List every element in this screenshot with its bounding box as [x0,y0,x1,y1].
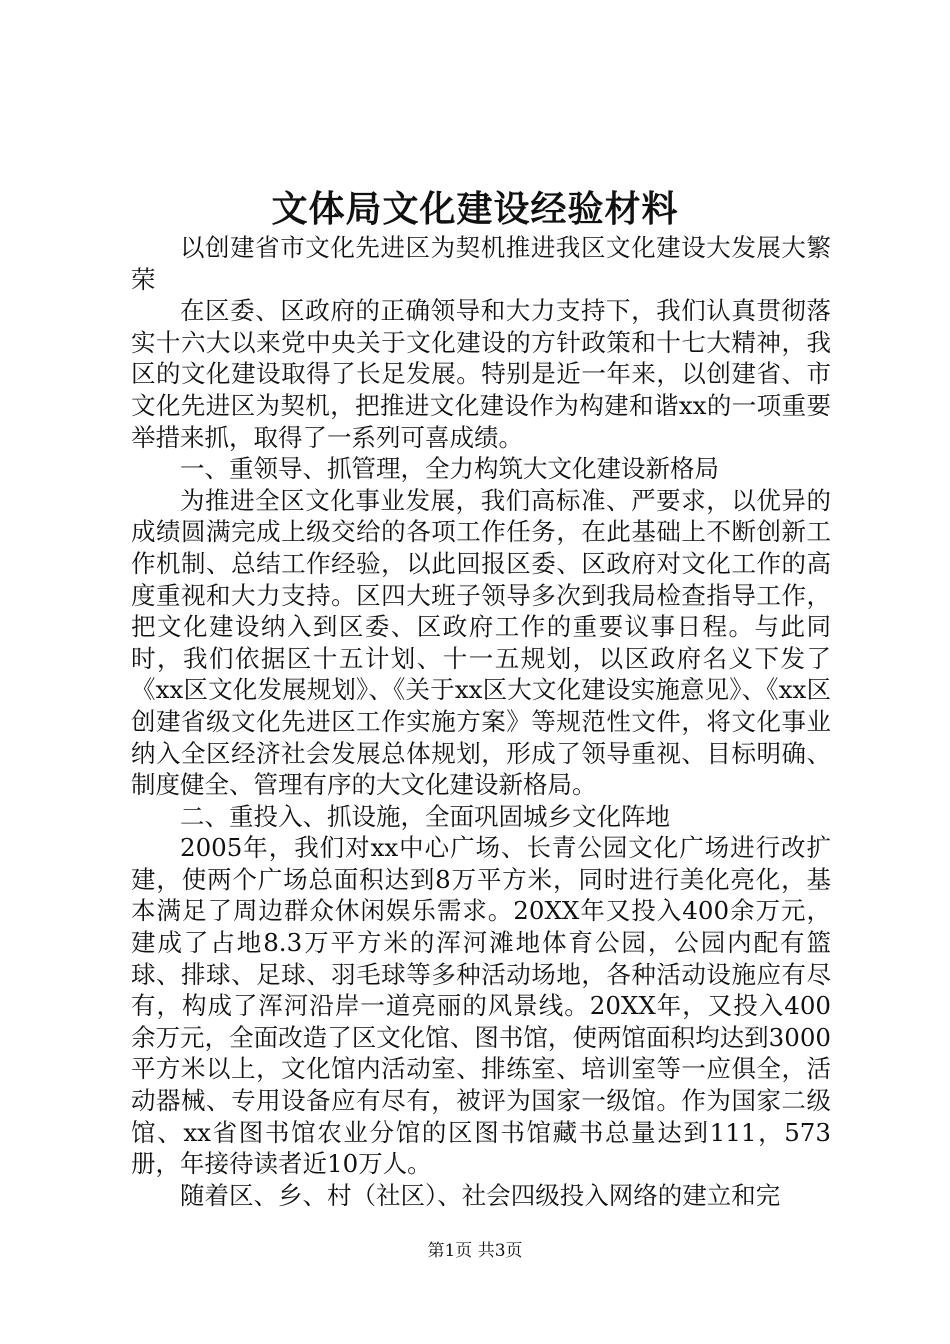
intro-paragraph: 在区委、区政府的正确领导和大力支持下，我们认真贯彻落实十六大以来党中央关于文化建设的方针政策和十七大精神，我区的文化建设取得了长足发展。特别是近一年来，以创建省、市文化先进区为契机，把推进文化建设作为构建和谐xx的一项重要举措来抓，取得了一系列可喜成绩。 [131,296,831,452]
subtitle-paragraph: 以创建省市文化先进区为契机推进我区文化建设大发展大繁荣 [131,233,831,294]
section-heading-1: 一、重领导、抓管理，全力构筑大文化建设新格局 [180,454,719,484]
continuation-paragraph: 随着区、乡、村（社区）、社会四级投入网络的建立和完 [180,1180,781,1210]
page-footer: 第1页 共3页 [427,1241,523,1261]
document-body [131,232,831,1211]
section-1-paragraph: 为推进全区文化事业发展，我们高标准、严要求，以优异的成绩圆满完成上级交给的各项工作任务，在此基础上不断创新工作机制、总结工作经验，以此回报区委、区政府对文化工作的高度重视和大力支持。区四大班子领导多次到我局检查指导工作，把文化建设纳入到区委、区政府工作的重要议事日程。与此同时，我们依据区十五计划、十一五规划，以区政府名义下发了《xx区文化发展规划》、《关于xx区大文化建设实施意见》、《xx区创建省级文化先进区工作实施方案》等规范性文件，将文化事业纳入全区经济社会发展总体规划，形成了领导重视、目标明确、制度健全、管理有序的大文化建设新格局。 [131,485,831,800]
document-title: 文体局文化建设经验材料 [271,188,679,230]
section-2-paragraph: 2005年，我们对xx中心广场、长青公园文化广场进行改扩建，使两个广场总面积达到8万平方米，同时进行美化亮化，基本满足了周边群众休闲娱乐需求。20XX年又投入400余万元，建成了占地8.3万平方米的浑河滩地体育公园，公园内配有篮球、排球、足球、羽毛球等多种活动场地，各种活动设施应有尽有，构成了浑河沿岸一道亮丽的风景线。20XX年，又投入400余万元，全面改造了区文化馆、图书馆，使两馆面积均达到3000平方米以上，文化馆内活动室、排练室、培训室等一应俱全，活动器械、专用设备应有尽有，被评为国家一级馆。作为国家二级馆、xx省图书馆农业分馆的区图书馆藏书总量达到111，573册，年接待读者近10万人。 [131,833,831,1179]
section-heading-2: 二、重投入、抓设施，全面巩固城乡文化阵地 [180,801,670,831]
